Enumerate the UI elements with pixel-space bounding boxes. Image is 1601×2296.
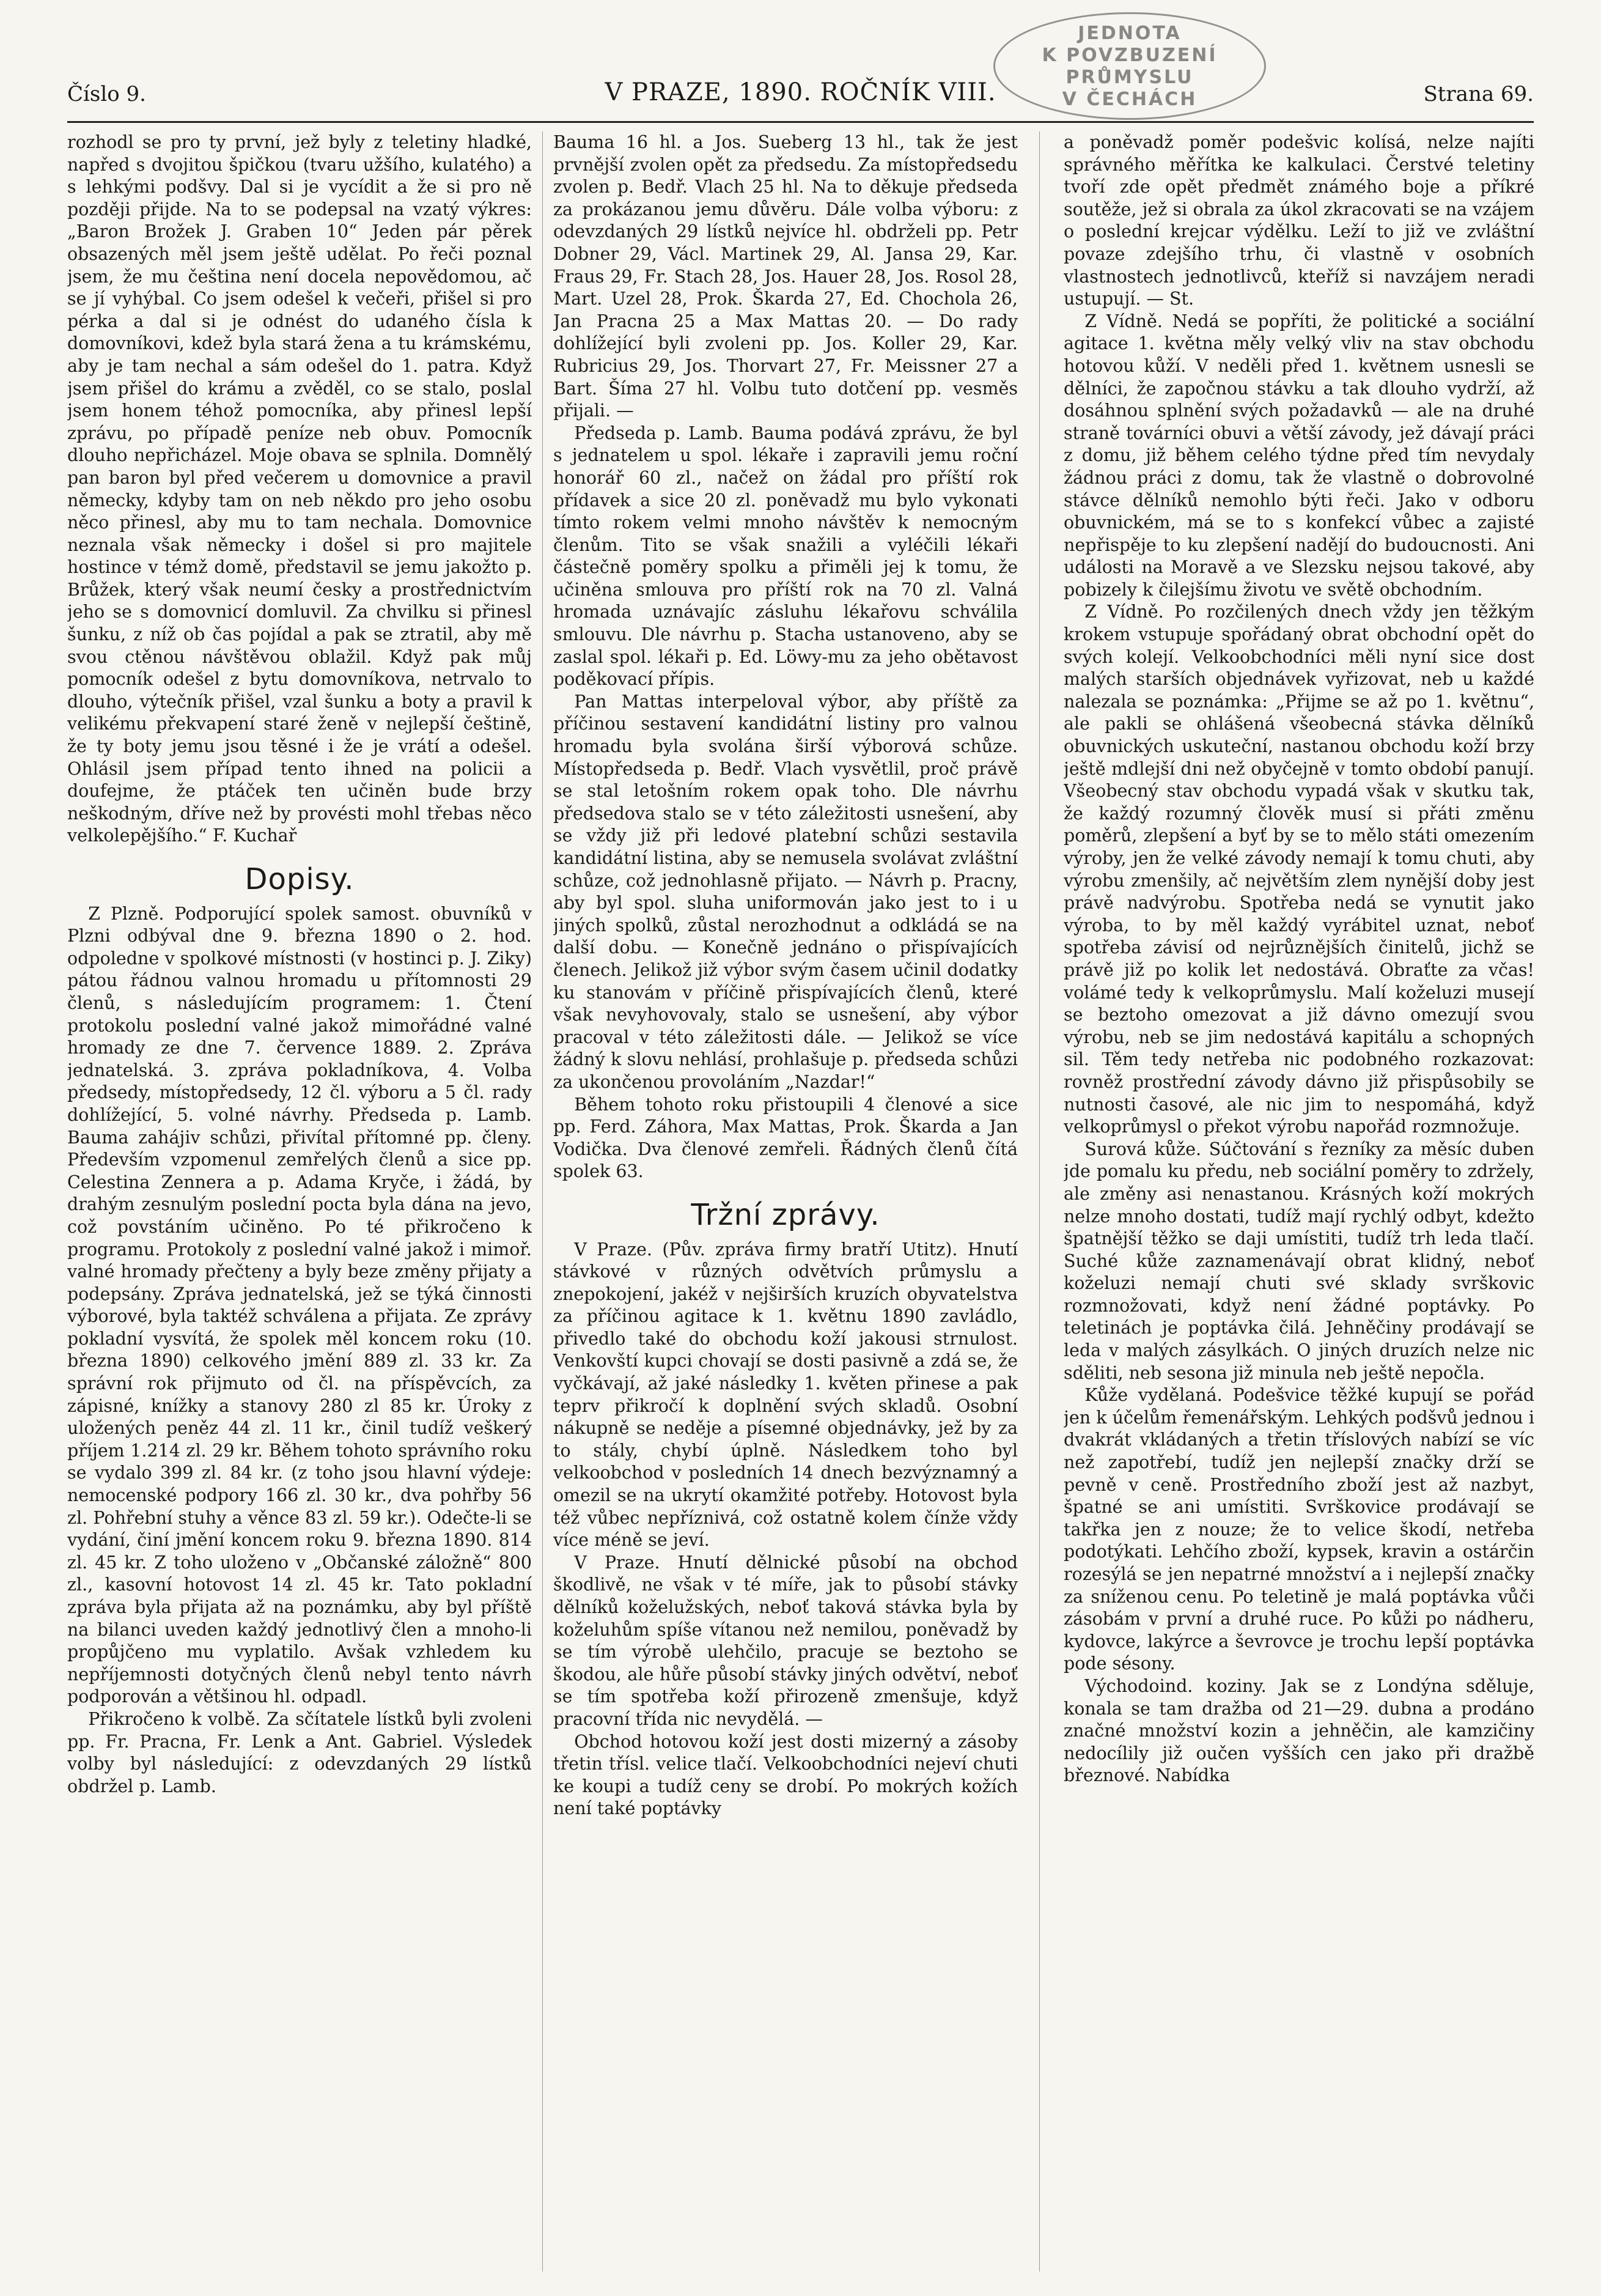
market-report-vychodoind-koziny: Východoind. koziny. Jak se z Londýna sděluje, konala se tam dražba od 21—29. dubna a prodáno značné množství kozin a jehněčin, ale kamzičiny nedocílily již oučen vyšších cen jako při dražbě březnové. Nabídka <box>1064 1675 1534 1786</box>
column-1 <box>67 131 532 2272</box>
page-header <box>67 73 1534 116</box>
letter-plzen-continued: Bauma 16 hl. a Jos. Sueberg 13 hl., tak že jest prvnější zvolen opět za předsedu. Za místopředsedu zvolen p. Bedř. Vlach 25 hl. Na to děkuje předseda za prokázanou jemu důvěru. Dále volba výboru: z odevzdaných 29 lístků nejvíce hl. obdrželi pp. Petr Dobner 29, Václ. Martinek 29, Al. Jansa 29, Kar. Fraus 29, Fr. Stach 28, Jos. Hauer 28, Jos. Rosol 28, Mart. Uzel 28, Prok. Škarda 27, Ed. Chochola 26, Jan Pracna 25 a Max Mattas 20. — Do rady dohlížející byli zvoleni pp. Jos. Koller 29, Kar. Rubricius 29, Jos. Thorvart 27, Fr. Meissner 27 a Bart. Šíma 27 hl. Volbu tuto dotčení pp. vesměs přijali. — <box>553 132 1018 421</box>
market-report-kuze-vydelana: Kůže vydělaná. Podešvice těžké kupují se pořád jen k účelům řemenářským. Lehkých podšvů jednou i dvakrát vkládaných a třetin tříslových nabízí se víc než zapotřebí, tudíž jen nejlepší značky drží se pevně v ceně. Prostředního zboží jest až nazbyt, špatné se ani umístiti. Svrškovice prodávají se takřka jen z nouze; že to velice škodí, netřeba podotýkati. Lehčího zboží, kypsek, kravin a ostárčin rozesýlá se jen nepatrné množství a i nejlepší značky za sníženou cenu. Po teletině je malá poptávka vůči zásobám v první a druhé ruce. Po kůži po nádheru, kydovce, lakýrce a ševrovce je trochu lepší poptávka pode sésony. <box>1064 1385 1534 1674</box>
page-number: Strana 69. <box>1423 82 1534 106</box>
letter-plzen-doctor: Předseda p. Lamb. Bauma podává zprávu, že byl s jednatelem u spol. lékaře i zapravili jemu roční honorář 60 zl., načež on žádal pro příští rok přídavek a sice 20 zl. poněvadž mu bylo vykonati tímto rokem velmi mnoho návštěv k nemocným členům. Tito se však snažili a vyléčili lékaři částečně poměry spolku a přiměli jej k tomu, že učiněna smlouva pro příští rok na 70 zl. Valná hromada uznávajíc zásluhu lékařovu schválila smlouvu. Dle návrhu p. Stacha ustanoveno, aby se zaslal spol. lékaři p. Ed. Löwy-mu za jeho obětavost poděkovací přípis. <box>553 423 1018 690</box>
letter-plzen: Z Plzně. Podporující spolek samost. obuvníků v Plzni odbýval dne 9. března 1890 o 2. hod. odpoledne v spolkové místnosti (v hostinci p. J. Ziky) pátou řádnou valnou hromadu u přítomnosti 29 členů, s následujícím programem: 1. Čtení protokolu poslední valné jakož mimořádné valné hromady ze dne 7. července 1889. 2. Zpráva jednatelská. 3. zpráva pokladníkova, 4. Volba předsedy, místopředsedy, 12 čl. výboru a 5 čl. rady dohlížející, 5. volné návrhy. Předseda p. Lamb. Bauma zahájiv schůzi, přivítal přítomné pp. členy. Především vzpomenul zemřelých členů a sice pp. Celestina Zennera a p. Adama Kryče, i žádá, by drahým zesnulým poslední pocta byla dána na jevo, což povstáním učiněno. Po té přikročeno k programu. Protokoly z poslední valné jakož i mimoř. valné hromady přečteny a byly beze změny přijaty a podepsány. Zpráva jednatelská, jež se týká činnosti výborové, byla taktéž schválena a přijata. Ze zprávy pokladní vysvítá, že spolek měl koncem roku (10. března 1890) celkového jmění 889 zl. 33 kr. Za správní rok přijmuto od čl. na příspěvcích, za zápisné, knížky a stanovy 280 zl 85 kr. Úroky z uložených peněz 44 zl. 11 kr., činil tudíž veškerý příjem 1.214 zl. 29 kr. Během tohoto správního roku se vydalo 399 zl. 84 kr. (z toho jsou hlavní výdeje: nemocenské podpory 166 zl. 30 kr., dva pohřby 56 zl. Pohřební stuhy a věnce 83 zl. 59 kr.). Odečte-li se vydání, činí jmění koncem roku 9. března 1890. 814 zl. 45 kr. Z toho uloženo v „Občanské záložně“ 800 zl., kasovní hotovost 14 zl. 45 kr. Tato pokladní zpráva byla přijata až na poznámku, aby byl příště na bilanci uveden každý jednotlivý člen a mnoho-li propůjčeno mu vyplatilo. Avšak vzhledem ku nepříjemnosti dotyčných členů nebyl tento návrh podporován a většinou hl. odpadl. <box>67 903 532 1707</box>
market-report-surova-kuze: Surová kůže. Súčtování s řezníky za měsíc duben jde pomalu ku předu, neb sociální poměry to zdržely, ale změny asi nenastanou. Krásných koží mokrých nelze mnoho dostati, tudíž mají rychlý odbyt, kdežto špatnější těžko se daji umístiti, tudíž trh leda tlačí. Suché kůže zaznamenávají obrat klidný, neboť koželuzi nemají chuti své sklady svrškovic rozmnožovati, když není žádné poptávky. Po teletinách je poptávka čilá. Jehněčiny prodávají se leda v malých zásylkách. O jiných druzích nelze nic sděliti, neb sesona již minula neb ještě nepočla. <box>1064 1139 1534 1383</box>
story-continuation: rozhodl se pro ty první, jež byly z teletiny hladké, napřed s dvojitou špičkou (tvaru užšího, kulatého) a s lehkými podšvy. Dal si je vycídit a že si pro ně později přijde. Na to se podepsal na vzatý výkres: „Baron Brožek J. Graben 10“ Jeden pár pěrek obsazených měl jsem ještě udělat. Po řeči poznal jsem, že mu čeština není docela nepovědomou, ač se jí vyhýbal. Co jsem odešel k večeři, přišel si pro pérka a dal si je odnést do udaného čísla k domovníkovi, kdež byla stará žena a tu krámskému, aby je tam nechal a sám odešel do 1. patra. Když jsem přišel do krámu a zvěděl, co se stalo, poslal jsem honem téhož pomocníka, aby přinesl lepší zprávu, po případě peníze neb obuv. Pomocník dlouho nepřicházel. Moje obava se splnila. Domnělý pan baron byl před večerem u domovnice a pravil německy, kdyby tam on neb někdo pro jeho osobu něco přinesl, aby mu to tam nechala. Domovnice neznala však německy i došel si pro majitele hostince v témž domě, představil se jemu jakožto p. Brůžek, který však neumí česky a prostřednictvím jeho se s domovnicí domluvil. Za chvilku si přinesl šunku, z níž ob čas pojídal a pak se ztratil, aby mě svou ctěnou návštěvou oblažil. Když pak můj pomocník odešel z bytu domovníkova, netrvalo to dlouho, výtečník přišel, vzal šunku a boty a pravil k velikému překvapení staré ženě v nejlepší češtině, že ty boty jemu jsou těsné i že je vrátí a odešel. Ohlásil jsem případ tento ihned na policii a doufejme, že ptáček ten učiněn bude brzy neškodným, dříve než by provésti mohl třebas něco velkolepějšího.“ F. Kuchař <box>67 132 532 846</box>
column-divider <box>542 131 543 2272</box>
market-report-viden-1: Z Vídně. Nedá se popříti, že politické a sociální agitace 1. května měly velký vliv na stav obchodu hotovou kůží. V neděli před 1. květnem usnesli se dělníci, že započnou stávku a tak dlouho vydrží, až dosáhnou splnění svých požadavků — ale na druhé straně továrníci obuvi a větší závody, jež dávají práci z domu, již během celého týdne před tím nevydaly žádnou práci z domu, tak že vlastně o dobrovolné stávce dělníků nemohlo býti řeči. Jako v odboru obuvnickém, má se to s konfekcí vůbec a zajisté nepřispěje to ku zlepšení nadějí do budoucnosti. Ani události na Moravě a ve Slezsku nejsou takové, aby pobizely k čilejšímu životu ve světě obchodním. <box>1064 311 1534 600</box>
section-heading-dopisy: Dopisy. <box>245 862 355 896</box>
publication-line: V PRAZE, 1890. ROČNÍK VIII. <box>605 78 996 106</box>
issue-number: Číslo 9. <box>67 82 146 106</box>
header-rule <box>67 121 1534 123</box>
stamp-line-2: K POVZBUZENÍ <box>1042 45 1218 66</box>
market-report-hotova-kuze: Obchod hotovou koží jest dosti mizerný a zásoby třetin třísl. velice tlačí. Velkoobchodníci nejeví chuti ke koupi a tudíž ceny se drobí. Po mokrých kožích není také poptávky <box>553 1731 1018 1819</box>
market-report-praha-2: V Praze. Hnutí dělnické působí na obchod škodlivě, ne však v té míře, jak to působí stávky dělníků koželužských, neboť taková stávka byla by koželuhům spíše vítanou než nemilou, poněvadž by se tím výrobě ulehčilo, pracuje se beztoho se škodou, ale hůře působí stávky jiných odvětví, neboť se tím spotřeba koží přirozeně zmenšuje, když pracovní třída nic nevydělá. — <box>553 1552 1018 1729</box>
section-heading-trzni-zpravy: Tržní zprávy. <box>691 1197 880 1232</box>
letter-plzen-members: Během tohoto roku přistoupili 4 členové a sice pp. Ferd. Záhora, Max Mattas, Prok. Škarda a Jan Vodička. Dva členové zemřeli. Řádných členů čítá spolek 63. <box>553 1094 1018 1182</box>
column-2 <box>553 131 1018 2272</box>
market-report-continued: a poněvadž poměr podešvic kolísá, nelze najíti správného měřítka ke kalkulaci. Čerstvé teletiny tvoří zde opět předmět známého boje a příkré soutěže, jež si obrala za úkol zkracovati se na vzájem o poslední krejcar výdělku. Leží to již ve zvláštní povaze zdejšího trhu, či vlastně v osobních vlastnostech jednotlivců, kteříž si navzájem neradi ustupují. — St. <box>1064 132 1534 309</box>
stamp-line-4: V ČECHÁCH <box>1062 89 1198 110</box>
column-divider <box>1039 131 1040 2272</box>
stamp-line-1: JEDNOTA <box>1078 23 1182 44</box>
column-3 <box>1064 131 1534 2272</box>
letter-plzen-mattas: Pan Mattas interpeloval výbor, aby příště za příčinou sestavení kandidátní listiny pro valnou hromadu byla svolána širší výborová schůze. Místopředseda p. Bedř. Vlach vysvětlil, proč právě se stal letošním rokem opak toho. Dle návrhu předsedova stalo se v této záležitosti usnešení, aby se vždy již při ledové platební schůzi sestavila kandidátní listina, aby se nemusela svolávat zvláštní schůze, což jednohlasně přijato. — Návrh p. Pracny, aby byl spol. sluha uniformován jako jest to i u jiných spolků, zůstal nerozhodnut a odkládá se na další dobu. — Konečně jednáno o přispívajících členech. Jelikož již výbor svým časem učinil dodatky ku stanovám v příčině přispívajících členů, které však nevyhovovaly, stalo se usnešení, aby výbor pracoval v této záležitosti dále. — Jelikož se více žádný k slovu nehlásí, prohlašuje p. předseda schůzi za ukončenou provoláním „Nazdar!“ <box>553 691 1018 1092</box>
market-report-praha-1: V Praze. (Pův. zpráva firmy bratří Utitz). Hnutí stávkové v různých odvětvích průmyslu a znepokojení, jakéž v nejširších kruzích obyvatelstva za příčinou agitace k 1. květnu 1890 zavládlo, přivedlo také do obchodu koží jakousi strnulost. Venkovští kupci chovají se dosti pasivně a zdá se, že vyčkávají, až jaké následky 1. květen přinese a pak teprv přikročí k doplnění svých skladů. Osobní nákupně se neděje a písemné objednávky, jež by za to stály, chybí úplně. Následkem toho byl velkoobchod v posledních 14 dnech bezvýznamný a omezil se na ukrytí okamžité potřeby. Hotovost byla též vůbec nepříznivá, což ostatně kolem čínže vždy více méně se jeví. <box>553 1239 1018 1551</box>
letter-plzen-election: Přikročeno k volbě. Za sčítatele lístků byli zvoleni pp. Fr. Pracna, Fr. Lenk a Ant. Gabriel. Výsledek volby byl následující: z odevzdaných 29 lístků obdržel p. Lamb. <box>67 1708 532 1796</box>
market-report-viden-2: Z Vídně. Po rozčilených dnech vždy jen těžkým krokem vstupuje spořádaný obrat obchodní opět do svých kolejí. Velkoobchodníci měli nyní sice dost malých starších objednávek vyřizovat, neb u každé nalezala se poznámka: „Přijme se až po 1. květnu“, ale pakli se ohlášená všeobecná stávka dělníků obuvnických uskuteční, nastanou obchodu koží brzy ještě mdlejší dni než obyčejně v tomto období panují. Všeobecný stav obchodu vypadá však v skutku tak, že každý rozumný člověk musí si přáti změnu poměrů, zlepšení a byť by se to mělo státi omezením výroby, jen že velké závody nemají k tomu chuti, aby výrobu zmenšily, ač největším zlem nynější doby jest právě nadvýrobu. Spotřeba nedá se vynutit jako výroba, to by měl každý vyrábitel uznat, neboť spotřeba závisí od nejrůznějších činitelů, jichž se právě již po kolik let nedostává. Obraťte za včas! volámé tedy k velkoprůmyslu. Malí koželuzi musejí se beztoho omezovat a již dávno omezují svou výrobu, neb se jim nedostává kapitálu a schopných sil. Těm tedy netřeba nic podobného rozkazovat: rovněž prostřední závody dávno již přispůsobily se nutnosti časové, ale nic jim to nespomáhá, když velkoprůmysl o překot výrobu napořád rozmnožuje. <box>1064 602 1534 1137</box>
stamp-line-3: PRŮMYSLU <box>1065 67 1194 88</box>
